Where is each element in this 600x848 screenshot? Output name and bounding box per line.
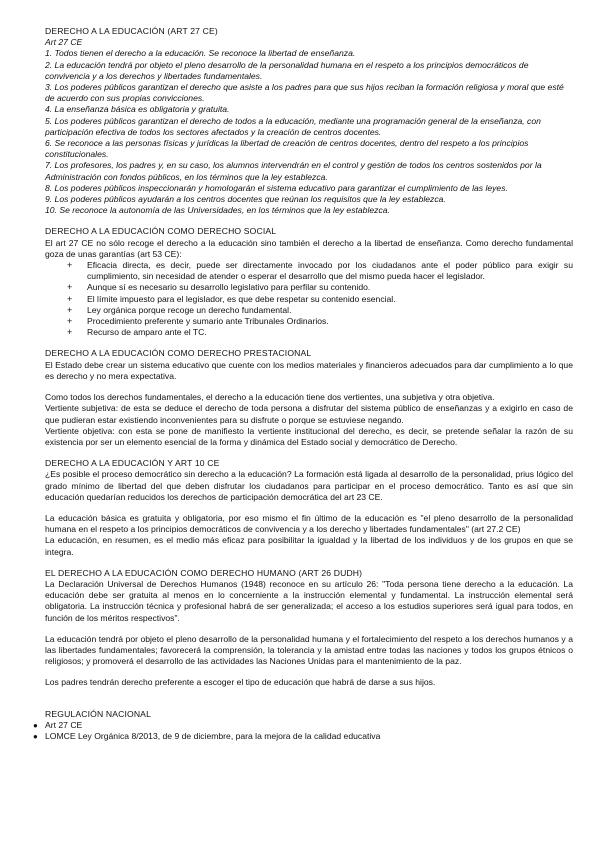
list-item-text: LOMCE Ley Orgánica 8/2013, de 9 de diciembre, para la mejora de la calidad educativa (45, 730, 381, 741)
section-regulacion-nacional (33, 708, 573, 743)
paragraph: El art 27 CE no sólo recoge el derecho a la educación sino también el derecho a la libertad de enseñanza. Como derecho fundamental goza de unas garantías (art 53 CE): (45, 237, 573, 259)
list-item (33, 730, 573, 742)
section-art27 (45, 26, 573, 216)
section-derecho-prestacional (45, 348, 573, 448)
article-item: 5. Los poderes públicos garantizan el derecho de todos a la educación, mediante una programación general de la enseñanza, con participación efectiva de todos los sectores afectados y la creación de centros docentes. (45, 115, 541, 137)
paragraph: Vertiente objetiva: con esta se pone de manifiesto la vertiente institucional del derecho, es decir, se pretende señalar la razón de su existencia por ser un elemento esencial de la forma y dinámica del Estado social y democrático de Derecho. (45, 425, 573, 447)
article-item: 8. Los poderes públicos inspeccionarán y homologarán el sistema educativo para garantizar el cumplimiento de las leyes. (45, 182, 508, 193)
article-item: 3. Los poderes públicos garantizan el derecho que asiste a los padres para que sus hijos reciban la formación religiosa y moral que esté de acuerdo con sus propias convicciones. (45, 82, 564, 104)
list-item-text: Art 27 CE (45, 719, 83, 730)
article-item: 7. Los profesores, los padres y, en su caso, los alumnos intervendrán en el control y gestión de todos los centros sostenidos por la Administración con fondos públicos, en los términos que la ley establezca. (45, 160, 542, 182)
list-item: + Recurso de amparo ante el TC. (59, 327, 573, 338)
list-item: + El límite impuesto para el legislador, es que debe respetar su contenido esencial. (59, 294, 573, 305)
section-title: DERECHO A LA EDUCACIÓN (ART 27 CE) (45, 26, 218, 36)
section-title: DERECHO A LA EDUCACIÓN COMO DERECHO SOCIAL (45, 226, 277, 237)
article-item: 4. La enseñanza básica es obligatoria y gratuita. (45, 104, 230, 115)
list-item: + Ley orgánica porque recoge un derecho fundamental. (59, 305, 573, 316)
article-item: 1. Todos tienen el derecho a la educación. Se reconoce la libertad de enseñanza. (45, 48, 356, 59)
article-item: 2. La educación tendrá por objeto el pleno desarrollo de la personalidad humana en el respeto a los principios democráticos de convivencia y a los derechos y libertades fundamentales. (45, 59, 529, 81)
article-item: 10. Se reconoce la autonomía de las Universidades, en los términos que la ley establezca. (45, 205, 390, 216)
article-item: 9. Los poderes públicos ayudarán a los centros docentes que reúnan los requisitos que la ley establezca. (45, 194, 446, 205)
article-item: 6. Se reconoce a las personas físicas y jurídicas la libertad de creación de centros docentes, dentro del respeto a los principios constitucionales. (45, 138, 529, 160)
paragraph: La educación básica es gratuita y obligatoria, por eso mismo el fin último de la educación es "el pleno desarrollo de la personalidad humana en el respeto a los principios democráticos de convivencia y a los derecho y libertades fundamentales" (art 27.2 CE) (45, 512, 573, 535)
paragraph: La educación tendrá por objeto el pleno desarrollo de la personalidad humana y el fortalecimiento del respeto a los derechos humanos y a las libertades fundamentales; favorecerá la comprensión, la tolerancia y la amistad entre todas las naciones y todos los grupos étnicos o religiosos; y promoverá el desarrollo de las actividades las Naciones Unidas para el mantenimiento de la paz. (45, 633, 573, 667)
paragraph: ¿Es posible el proceso democrático sin derecho a la educación? La formación está ligada al desarrollo de la personalidad, prius lógico del grado mínimo de libertad del que deben disfrutar los ciudadanos para participar en el proceso democrático. Tanto es así que sin educación quedarían reducidos los derechos de participación democrática del art 23 CE. (45, 469, 573, 502)
guarantees-list (45, 260, 573, 338)
paragraph: La Declaración Universal de Derechos Humanos (1948) reconoce en su artículo 26: "Toda persona tiene derecho a la educación. La educación debe ser gratuita al menos en lo concerniente a la instrucción elemental y fundamental. La instrucción elemental será obligatoria. La instrucción técnica y profesional habrá de ser generalizada; el acceso a los estudios superiores será igual para todos, en función de los méritos respectivos". (45, 578, 573, 623)
section-title: DERECHO A LA EDUCACIÓN Y ART 10 CE (45, 458, 220, 469)
bullet-icon: ● (33, 731, 38, 741)
regulation-list (33, 719, 573, 742)
section-derecho-humano (45, 568, 573, 689)
list-item: + Aunque sí es necesario su desarrollo legislativo para perfilar su contenido. (59, 282, 573, 293)
paragraph: Vertiente subjetiva: de esta se deduce el derecho de toda persona a disfrutar del sistema público de enseñanzas y a exigirlo en caso de que pudieran estar existiendo inconvenientes para su disfrute o porque se estuviese negando. (45, 403, 573, 425)
list-item: + Eficacia directa, es decir, puede ser directamente invocado por los ciudadanos ante el poder público para exigir su cumplimiento, sin necesidad de atender o esperar el desarrollo que del mismo pueda hacer el legislador. (59, 260, 573, 282)
section-subtitle: Art 27 CE (45, 37, 83, 48)
list-item (33, 719, 573, 731)
paragraph: La educación, en resumen, es el medio más eficaz para posibilitar la igualdad y la libertad de los individuos y de los grupos en que se integra. (45, 535, 573, 557)
section-title: REGULACIÓN NACIONAL (45, 708, 151, 719)
bullet-icon: ● (33, 720, 38, 730)
section-title: DERECHO A LA EDUCACIÓN COMO DERECHO PRESTACIONAL (45, 348, 312, 359)
paragraph: Los padres tendrán derecho preferente a escoger el tipo de educación que habrá de darse a sus hijos. (45, 677, 436, 688)
document-page (33, 26, 573, 742)
paragraph: Como todos los derechos fundamentales, el derecho a la educación tiene dos vertientes, una subjetiva y otra objetiva. (45, 392, 495, 403)
section-art10 (45, 458, 573, 558)
paragraph: El Estado debe crear un sistema educativo que cuente con los medios materiales y financieros adecuados para dar cumplimiento a lo que es derecho y no mera expectativa. (45, 359, 573, 381)
list-item: + Procedimiento preferente y sumario ante Tribunales Ordinarios. (59, 316, 573, 327)
section-title: EL DERECHO A LA EDUCACIÓN COMO DERECHO HUMANO (ART 26 DUDH) (45, 567, 363, 578)
section-derecho-social (45, 226, 573, 338)
